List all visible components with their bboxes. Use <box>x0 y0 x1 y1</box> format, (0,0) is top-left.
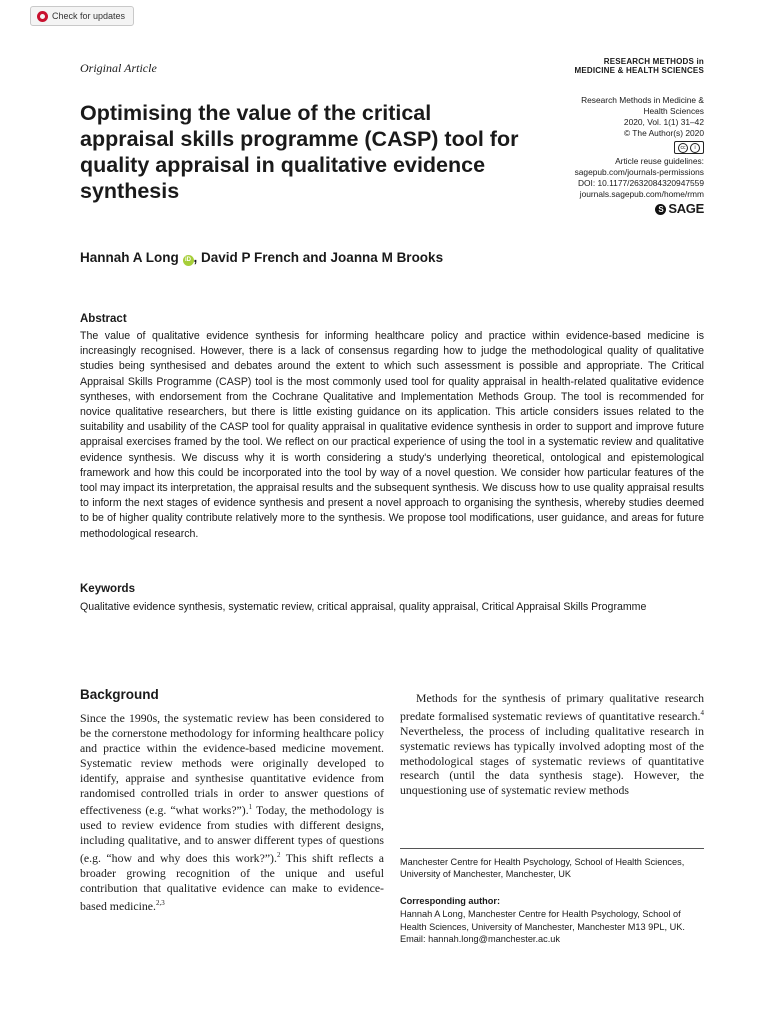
abstract-heading: Abstract <box>80 313 127 325</box>
copyright: © The Author(s) 2020 <box>623 128 704 138</box>
article-type: Original Article <box>80 61 157 75</box>
citation-2[interactable]: 2 <box>276 851 281 860</box>
paragraph-2-part-b: Nevertheless, the process of including qualitative research in systematic reviews has typically involved adopting most of the methodological stages of systematic reviews of quantitative research (until the data synthesis stage). However, the unquestioning use of systematic review methods <box>400 723 704 798</box>
check-for-updates-badge[interactable] <box>30 6 134 26</box>
corresponding-email[interactable]: Email: hannah.long@manchester.ac.uk <box>400 934 560 944</box>
author-first: Hannah A Long <box>80 250 179 265</box>
journal-name-line2: Health Sciences <box>643 106 704 116</box>
sage-logo <box>544 203 704 215</box>
sage-logo-icon: S <box>655 204 666 215</box>
journal-name-line1: Research Methods in Medicine & <box>581 95 704 105</box>
corresponding-author-heading: Corresponding author: <box>400 896 501 906</box>
volume-info: 2020, Vol. 1(1) 31–42 <box>623 117 704 127</box>
keywords-heading: Keywords <box>80 583 135 595</box>
doi[interactable]: DOI: 10.1177/2632084320947559 <box>577 178 704 188</box>
paragraph-1-part-c: This shift reflects a broader growing recognition of the unique and useful contribution that qualitative evidence can make to evidence-based medicine. <box>80 851 384 913</box>
corresponding-address: Hannah A Long, Manchester Centre for Health Psychology, School of Health Sciences, University of Manchester, Manchester M13 9PL, UK. <box>400 909 685 932</box>
corresponding-author-details <box>400 908 704 946</box>
orcid-icon[interactable]: iD <box>183 255 194 266</box>
citation-1[interactable]: 1 <box>248 803 253 812</box>
background-heading: Background <box>80 687 159 702</box>
background-paragraph-1 <box>80 711 384 914</box>
article-title: Optimising the value of the critical appraisal skills programme (CASP) tool for quality appraisal in qualitative evidence synthesis <box>80 101 519 203</box>
paragraph-1-part-a: Since the 1990s, the systematic review has been considered to be the cornerstone methodology for informing healthcare policy and practice within the evidence-based medicine movement. Systematic review methods were originally developed to identify, appraise and synthesise quantitative evidence from randomised controlled trials in order to answer questions of effectiveness (e.g. “what works?”). <box>80 711 384 818</box>
update-check-icon <box>37 11 48 22</box>
keywords-text: Qualitative evidence synthesis, systematic review, critical appraisal, quality appraisal, Critical Appraisal Skills Programme <box>80 601 647 613</box>
affiliation: Manchester Centre for Health Psychology, School of Health Sciences, University of Manchester, Manchester, UK <box>400 857 685 879</box>
author-rest: , David P French and Joanna M Brooks <box>193 250 444 265</box>
reuse-guidelines-label: Article reuse guidelines: <box>615 156 704 166</box>
abstract-text: The value of qualitative evidence synthesis for informing healthcare policy and practice within evidence-based medicine is increasingly recognised. However, there is a lack of consensus regarding how to judge the methodological quality of qualitative studies being synthesised and debates around the extent to which such assessment is possible and appropriate. The Critical Appraisal Skills Programme (CASP) tool is the most commonly used tool for quality appraisal in health-related qualitative evidence syntheses, with endorsement from the Cochrane Qualitative and Implementation Methods Group. The tool is recommended for novice qualitative researchers, but there is little existing guidance on its application. This article considers issues related to the suitability and usability of the CASP tool for quality appraisal in qualitative evidence synthesis in order to support and improve future appraisal exercises framed by the tool. We reflect on our practical experience of using the tool in a systematic review and qualitative evidence synthesis. We discuss why it is worth considering a study's underlying theoretical, ontological and epistemological framework and how this could be incorporated into the tool by way of a novel question. We consider how particular features of the tool may impact its interpretation, the appraisal results and the subsequent synthesis. We discuss how to use quality appraisal results to inform the next stages of evidence synthesis and present a novel approach to organising the synthesis, whereby studies deemed to be of higher quality contribute relatively more to the synthesis. We propose tool modifications, user guidance, and areas for future methodological research. <box>80 330 704 540</box>
check-for-updates-label: Check for updates <box>52 11 126 21</box>
journal-logo-line2: MEDICINE & HEALTH SCIENCES <box>574 66 704 75</box>
journal-homepage-link[interactable]: journals.sagepub.com/home/rmm <box>579 189 704 199</box>
paragraph-1-part-b: Today, the methodology is used to review evidence from studies with different designs, including qualitative, and to answer different types of questions (e.g. “how and why does this work?”). <box>80 803 384 865</box>
footnote-divider <box>400 848 704 849</box>
journal-logo <box>574 57 704 75</box>
permissions-link[interactable]: sagepub.com/journals-permissions <box>574 167 704 177</box>
author-list <box>80 250 443 266</box>
article-metadata <box>544 95 704 215</box>
journal-logo-line1: RESEARCH METHODS in <box>603 57 704 66</box>
paragraph-2-part-a: Methods for the synthesis of primary qualitative research predate formalised systematic reviews of quantitative research. <box>400 691 704 723</box>
citation-4[interactable]: 4 <box>700 708 704 717</box>
citation-3[interactable]: 2,3 <box>156 898 165 907</box>
publisher-name: SAGE <box>668 201 704 216</box>
creative-commons-icon: cc i <box>674 141 704 154</box>
background-paragraph-2 <box>400 691 704 798</box>
